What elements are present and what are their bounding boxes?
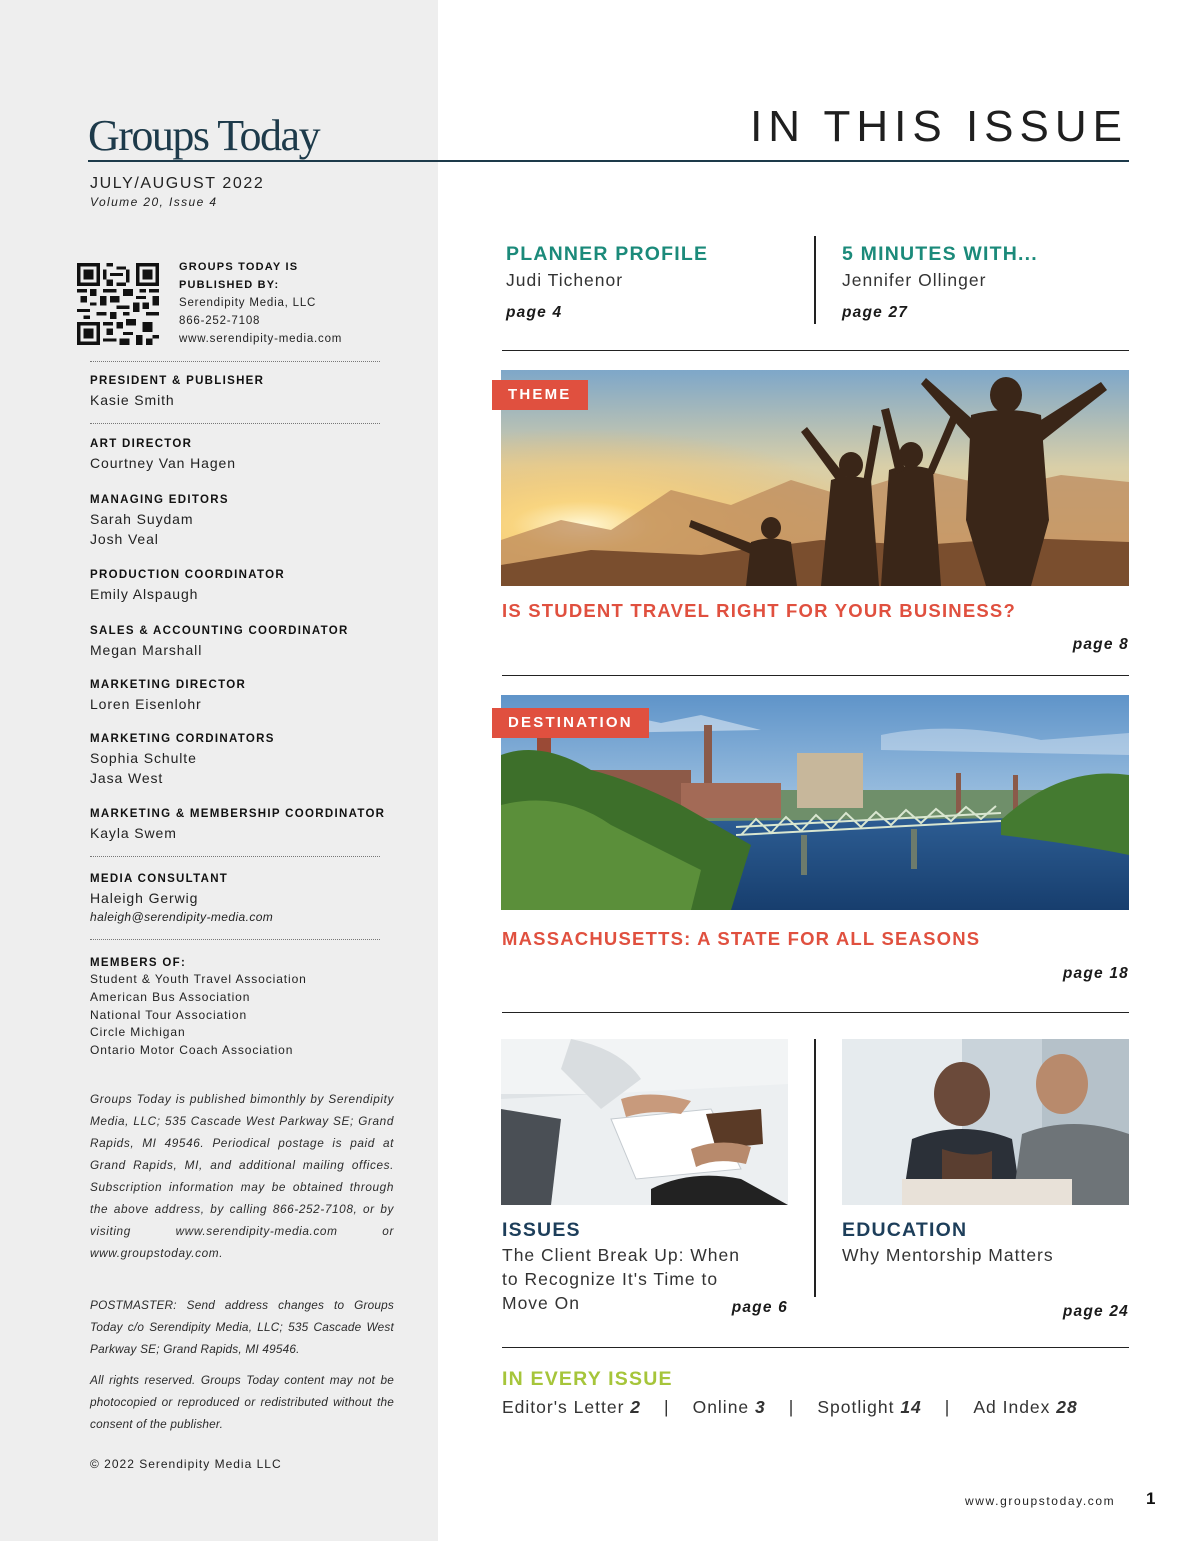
staff-role: MARKETING CORDINATORS [90,733,275,745]
publication-notice: Groups Today is published bimonthly by Serendipity Media, LLC; 535 Cascade West Parkway SE; Grand Rapids, MI 49546. Periodical postage is paid at Grand Rapids, MI, and additional mailing offices. Subscription information may be obtained through the above address, by calling 866-252-7108, or by visiting www.serendipity-media.com or www.groupstoday.com. [90,1092,394,1260]
item-label: Ad Index [973,1397,1051,1417]
every-issue-item[interactable] [973,1397,1077,1417]
publisher-block [179,258,389,348]
separator: | [944,1397,951,1417]
staff-name: Sarah Suydam [90,511,194,527]
footer-website[interactable]: www.groupstoday.com [965,1494,1116,1508]
postmaster-notice: POSTMASTER: Send address changes to Groups Today c/o Serendipity Media, LLC; 535 Cascade West Parkway SE; Grand Rapids, MI 49546. [90,1298,394,1356]
every-issue-item[interactable] [693,1397,766,1417]
five-minutes-subject: Jennifer Ollinger [842,270,987,290]
issues-heading[interactable]: ISSUES [502,1219,581,1241]
media-consultant [90,871,410,926]
destination-page[interactable]: page 18 [1062,965,1129,982]
dotted-divider [90,361,380,362]
item-page: 28 [1056,1397,1078,1417]
member-item: National Tour Association [90,1007,248,1022]
member-item: Ontario Motor Coach Association [90,1043,294,1058]
issues-subject [502,1243,740,1315]
members-block [90,955,410,1060]
staff-role: MARKETING & MEMBERSHIP COORDINATOR [90,808,386,820]
item-page: 3 [755,1397,766,1417]
item-label: Online [692,1397,750,1417]
publisher-phone: 866-252-7108 [179,315,261,327]
item-page: 2 [630,1397,642,1417]
issue-date: JULY/AUGUST 2022 [90,175,265,192]
education-subject: Why Mentorship Matters [842,1245,1054,1265]
planner-profile-heading[interactable]: PLANNER PROFILE [506,243,709,265]
item-label: Editor's Letter [502,1397,625,1417]
section-rule [502,1347,1129,1348]
item-label: Spotlight [817,1397,895,1417]
planner-profile-page[interactable]: page 4 [506,304,563,321]
volume-issue: Volume 20, Issue 4 [90,195,218,209]
education-heading[interactable]: EDUCATION [842,1219,968,1241]
issues-subject-line: Move On [502,1293,580,1313]
column-divider [814,1039,816,1297]
item-page: 14 [900,1397,922,1417]
education-photo[interactable] [842,1039,1129,1205]
staff-entry [90,373,410,410]
rights-notice: All rights reserved. Groups Today content may not be photocopied or reproduced or redistributed without the consent of the publisher. [90,1373,394,1431]
publisher-label-2: PUBLISHED BY: [179,279,280,291]
section-rule [502,1012,1129,1013]
staff-role: MANAGING EDITORS [90,494,229,506]
staff-entry [90,731,410,788]
member-item: Student & Youth Travel Association [90,972,307,986]
consultant-email-link[interactable]: haleigh@serendipity-media.com [90,910,274,924]
members-label: MEMBERS OF: [90,957,187,969]
staff-name: Sophia Schulte [90,750,197,766]
staff-name: Jasa West [90,770,164,786]
five-minutes-page[interactable]: page 27 [842,304,909,321]
dotted-divider [90,423,380,424]
groups-today-logo: Groups Today [88,111,320,160]
staff-role: MARKETING DIRECTOR [90,679,247,691]
theme-title[interactable]: IS STUDENT TRAVEL RIGHT FOR YOUR BUSINESS? [502,600,1016,621]
issues-subject-line: to Recognize It's Time to [502,1269,719,1289]
five-minutes-heading[interactable]: 5 MINUTES WITH... [842,243,1038,265]
staff-name: Kasie Smith [90,392,175,408]
copyright: © 2022 Serendipity Media LLC [90,1457,282,1471]
staff-name: Josh Veal [90,531,159,547]
every-issue-heading: IN EVERY ISSUE [502,1368,673,1390]
staff-entry [90,623,410,660]
section-rule [502,675,1129,676]
issues-subject-line: The Client Break Up: When [502,1245,741,1265]
staff-entry [90,436,410,473]
staff-role: PRODUCTION COORDINATOR [90,569,285,581]
qr-code-icon [77,263,159,345]
theme-page[interactable]: page 8 [1072,636,1129,653]
header-rule [88,160,1129,162]
separator: | [788,1397,795,1417]
dotted-divider [90,856,380,857]
theme-tag: THEME [492,380,588,410]
staff-entry [90,806,410,843]
separator: | [664,1397,670,1417]
destination-tag: DESTINATION [492,708,649,738]
staff-entry [90,567,410,604]
every-issue-item[interactable] [502,1397,641,1417]
staff-name: Kayla Swem [90,825,177,841]
publisher-company: Serendipity Media, LLC [179,297,317,309]
publisher-label-1: GROUPS TODAY IS [179,261,299,273]
staff-role: SALES & ACCOUNTING COORDINATOR [90,625,349,637]
page-number: 1 [1146,1489,1156,1508]
staff-name: Haleigh Gerwig [90,890,199,906]
staff-role: ART DIRECTOR [90,438,193,450]
every-issue-list [502,1397,1078,1418]
education-page[interactable]: page 24 [1062,1303,1129,1320]
destination-title[interactable]: MASSACHUSETTS: A STATE FOR ALL SEASONS [502,928,981,949]
page-title: IN THIS ISSUE [750,102,1128,151]
member-item: American Bus Association [90,989,251,1004]
dotted-divider [90,939,380,940]
section-rule [502,350,1129,351]
staff-entry [90,492,410,549]
staff-name: Megan Marshall [90,642,203,658]
staff-name: Emily Alspaugh [90,586,199,602]
every-issue-item[interactable] [817,1397,921,1417]
staff-name: Courtney Van Hagen [90,455,236,471]
staff-entry [90,677,410,714]
theme-photo[interactable] [501,370,1129,586]
issues-photo[interactable] [501,1039,788,1205]
issues-page[interactable]: page 6 [731,1299,788,1316]
publisher-website[interactable]: www.serendipity-media.com [179,333,343,345]
staff-role: MEDIA CONSULTANT [90,873,229,885]
column-divider [814,236,816,324]
planner-profile-subject: Judi Tichenor [506,270,624,290]
member-item: Circle Michigan [90,1025,186,1040]
staff-name: Loren Eisenlohr [90,696,202,712]
staff-role: PRESIDENT & PUBLISHER [90,375,265,387]
